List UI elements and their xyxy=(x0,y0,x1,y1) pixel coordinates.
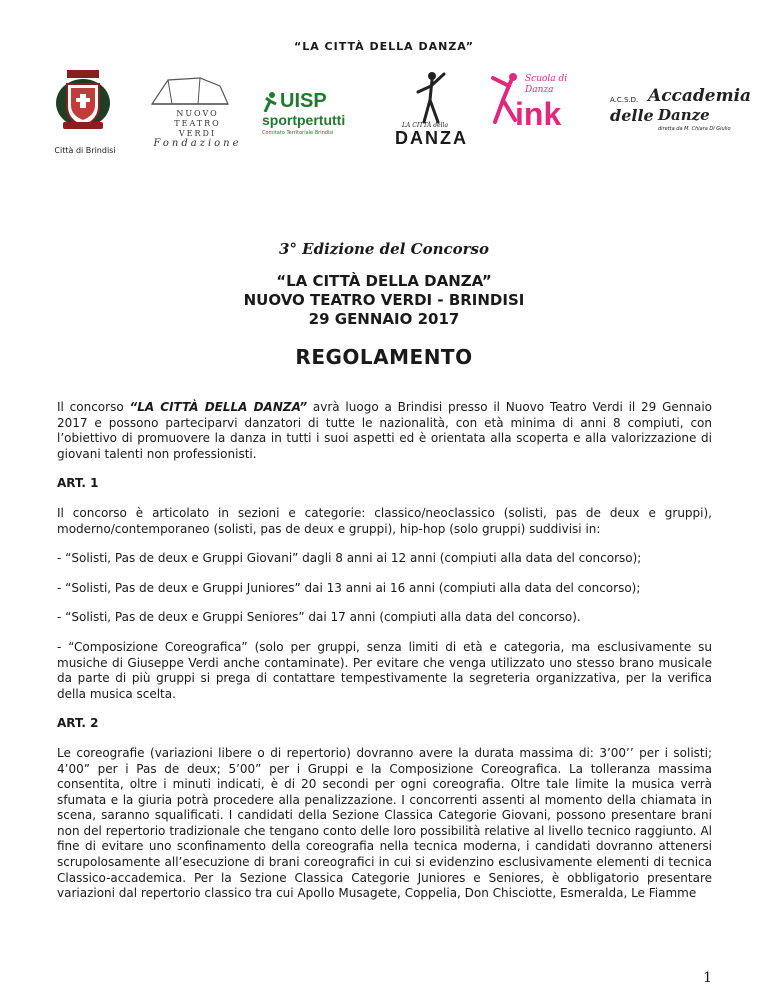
teatro-line4: Fondazione xyxy=(153,138,242,149)
uisp-name: UISP xyxy=(280,90,327,112)
title-line-1: “LA CITTÀ DELLA DANZA” xyxy=(276,272,492,290)
danza-big-text: DANZA xyxy=(395,128,468,148)
citta-danza-logo xyxy=(380,70,490,160)
dancer-silhouette-icon xyxy=(410,70,450,125)
title-line-3: 29 GENNAIO 2017 xyxy=(308,310,460,328)
teatro-line3: VERDI xyxy=(178,129,217,138)
running-header: “LA CITTÀ DELLA DANZA” xyxy=(293,40,475,53)
art2-heading: ART. 2 xyxy=(57,716,99,731)
art1-heading: ART. 1 xyxy=(57,476,99,491)
teatro-line2: TEATRO xyxy=(174,119,221,128)
body-text xyxy=(57,400,712,902)
uisp-runner-icon xyxy=(262,92,278,112)
danza-small-text: LA CITTÀ della xyxy=(402,122,449,129)
logo-strip xyxy=(45,70,752,160)
accademia-line1: Accademia xyxy=(648,86,752,106)
uisp-logo xyxy=(260,90,360,150)
ink-word: ink xyxy=(515,96,562,132)
art2-paragraph: Le coreografie (variazioni libere o di repertorio) dovranno avere la durata massima di: 3’00’’ per i solisti; 4’00” per i Pas de deux; 5’00” per i Gruppi e la Composizione Coreografica. La tolleranza massima consentita, oltre i minuti indicati, è di 20 secondi per ogni coreografia. Oltre tale limite la musica verrà sfumata e la giuria potrà procedere alla penalizzazione. I concorrenti assenti al momento della chiamata in scena, saranno squalificati. I candidati della Sezione Classica Categorie Giovani, possono presentare brani non del repertorio tradizionale che tengano conto delle loro possibilità relative al livello tecnico raggiunto. Al fine di evitare uno sconfinamento della coreografia nella tecnica moderna, i candidati dovranno attenersi scrupolosamente all’esecuzione di brani coreografici in cui si evidenzino esclusivamente elementi di tecnica Classico-accademica. Per la Sezione Classica Categorie Juniores e Seniores, è obbligatorio presentare variazioni dal repertorio classico tra cui Apollo Musagete, Coppelia, Don Chisciotte, Esmeralda, Le Fiamme xyxy=(57,745,712,901)
accademia-line2b: Danze xyxy=(658,106,710,124)
art1-item: - “Solisti, Pas de deux e Gruppi Seniores” dai 17 anni (compiuti alla data del concorso). xyxy=(57,610,581,625)
art1-item: - “Composizione Coreografica” (solo per gruppi, senza limiti di età e categoria, ma esclusivamente su musiche di Giuseppe Verdi anche contaminate). Per evitare che venga utilizzato uno stesso brano musicale da parte di più gruppi si prega di contattare tempestivamente la segreteria organizzativa, per la verifica della musica scelta. xyxy=(57,639,712,701)
brindisi-crest-icon xyxy=(53,70,113,132)
teatro-verdi-logo xyxy=(145,76,260,156)
brindisi-logo xyxy=(45,70,120,160)
intro-paragraph xyxy=(57,400,712,462)
intro-post: avrà luogo a Brindisi presso il Nuovo Teatro Verdi il 29 Gennaio 2017 e possono parteciparvi danzatori di tutte le nazionalità, con età minima di anni 8 compiuti, con l’obiettivo di promuovere la danza in tutti i suoi aspetti ed è orientata alla scoperta e alla valorizzazione di giovani talenti non professionisti. xyxy=(57,400,713,461)
brindisi-caption: Città di Brindisi xyxy=(54,146,116,155)
intro-emph: “LA CITTÀ DELLA DANZA” xyxy=(129,400,308,414)
theatre-building-icon xyxy=(150,76,230,106)
intro-pre: Il concorso xyxy=(57,400,130,414)
title-line-2: NUOVO TEATRO VERDI - BRINDISI xyxy=(243,291,525,309)
art1-paragraph: Il concorso è articolato in sezioni e categorie: classico/neoclassico (solisti, pas de deux e gruppi), moderno/contemporaneo (solisti, pas de deux e gruppi), hip-hop (solo gruppi) suddivisi in: xyxy=(57,505,712,536)
accademia-line2a: delle xyxy=(610,106,654,125)
uisp-tagline: sportpertutti xyxy=(262,112,346,128)
ink-script: Scuola di Danza xyxy=(525,74,568,95)
title-block xyxy=(0,240,768,329)
page-number: 1 xyxy=(703,970,712,986)
regolamento-heading: REGOLAMENTO xyxy=(295,345,473,369)
uisp-sub: Comitato Territoriale Brindisi xyxy=(262,130,334,136)
accademia-sub: diretta da M. Chiara Di Giulio xyxy=(658,126,731,132)
ink-logo xyxy=(485,70,585,160)
accademia-logo xyxy=(610,80,752,140)
art1-item: - “Solisti, Pas de deux e Gruppi Giovani” dagli 8 anni ai 12 anni (compiuti alla data del concorso); xyxy=(57,551,642,566)
edition-title: 3° Edizione del Concorso xyxy=(279,240,489,258)
accademia-prefix: A.C.S.D. xyxy=(610,96,639,104)
teatro-line1: NUOVO xyxy=(176,109,219,118)
art1-item: - “Solisti, Pas de deux e Gruppi Juniores” dai 13 anni ai 16 anni (compiuti alla data del concorso); xyxy=(57,580,641,595)
